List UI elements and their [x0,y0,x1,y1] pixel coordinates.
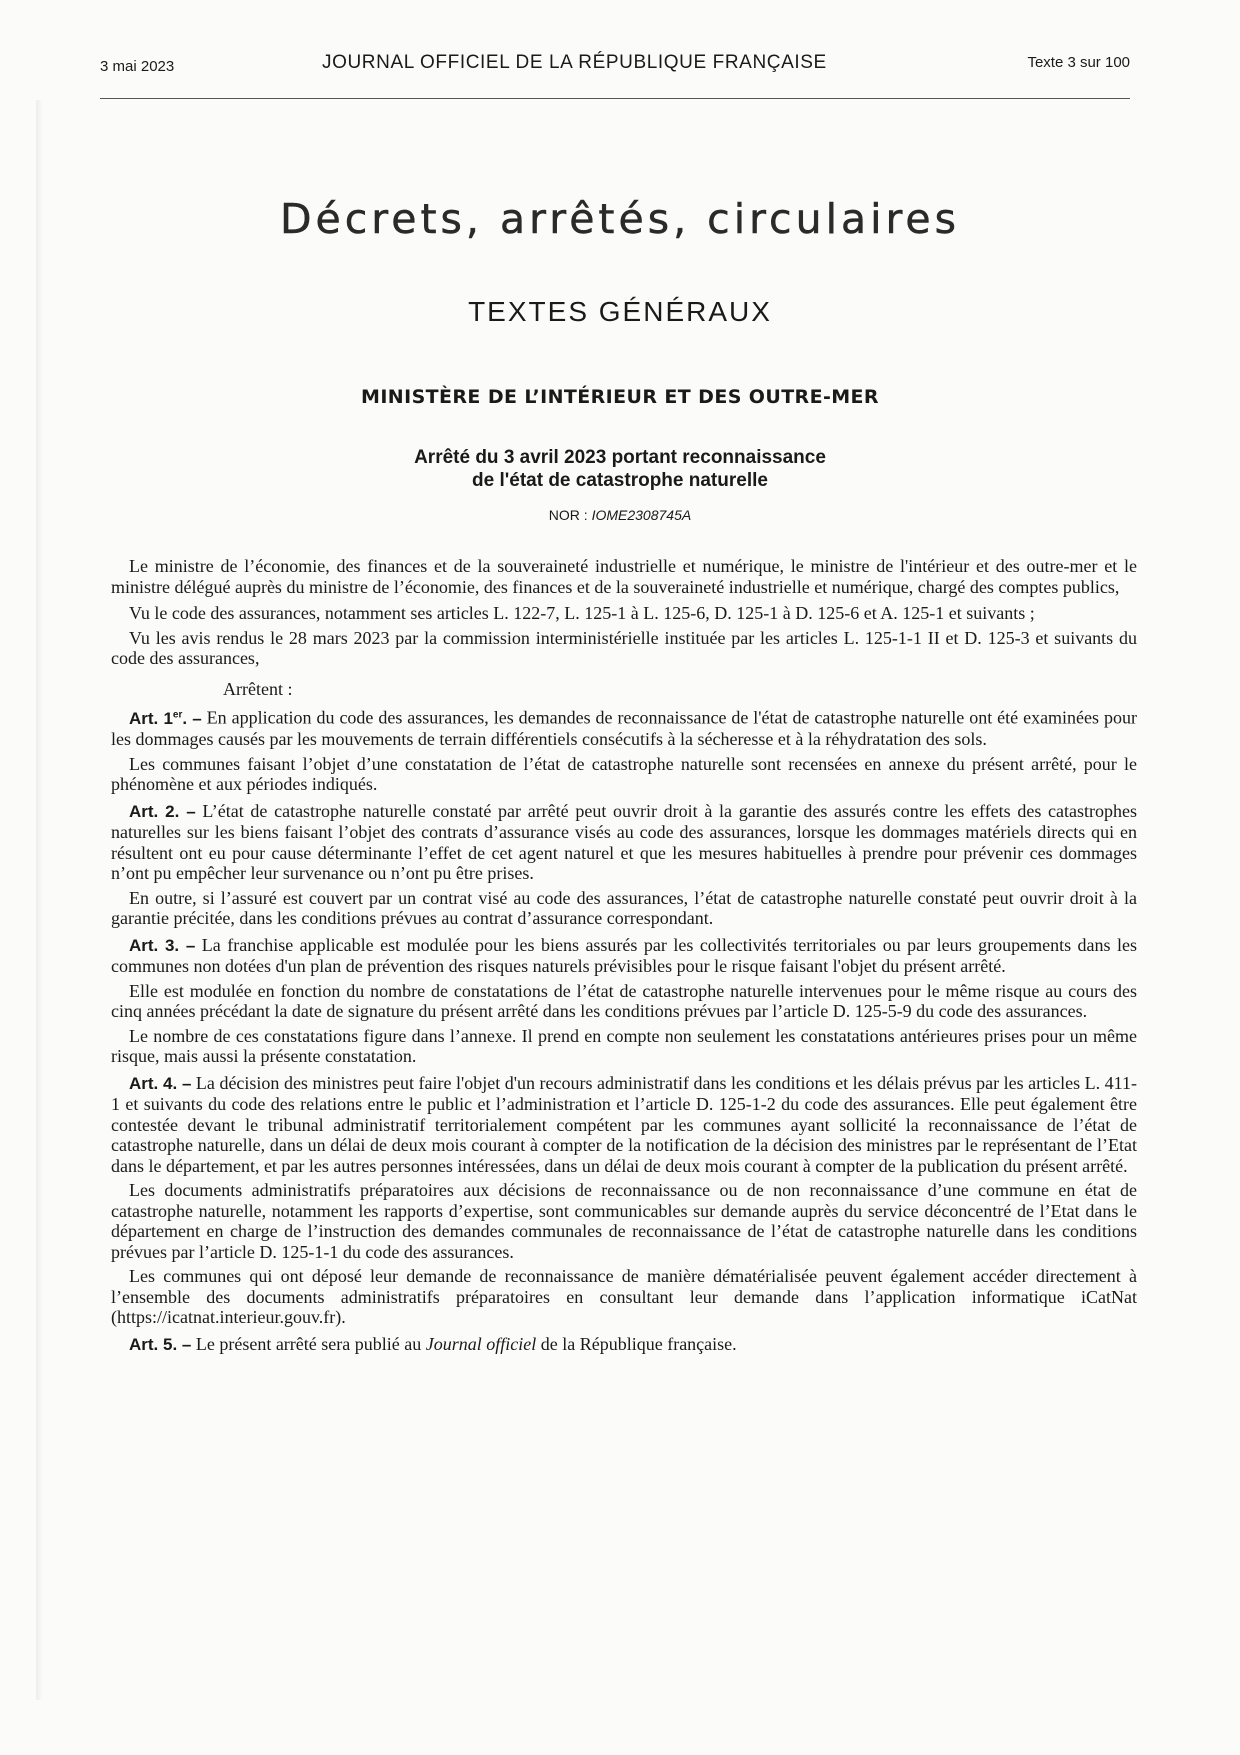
page-header [100,52,1130,78]
arretent: Arrêtent : [223,678,293,699]
ministry-heading: MINISTÈRE DE L’INTÉRIEUR ET DES OUTRE-MER [361,386,879,408]
journal-officiel-italic: Journal officiel [425,1333,537,1354]
article-5-label: Art. 5. – [129,1334,192,1354]
article-1 [111,705,1137,750]
article-5 [111,1334,1137,1356]
article-4 [111,1073,1137,1177]
journal-title: JOURNAL OFFICIEL DE LA RÉPUBLIQUE FRANÇAISE [322,52,827,73]
preamble-visa-avis: Vu les avis rendus le 28 mars 2023 par la commission interministérielle instituée par les articles L. 125-1-1 II et D. 125-3 et suivants du code des assurances, [111,627,1137,668]
article-2-paragraph-2: En outre, si l’assuré est couvert par un contrat visé au code des assurances, l’état de catastrophe naturelle constaté peut ouvrir droit à la garantie précitée, dans les conditions prévues au contrat d’assurance correspondant. [111,887,1137,929]
article-1-label-end: . – [182,708,202,728]
preamble-ministers: Le ministre de l’économie, des finances et de la souveraineté industrielle et numérique, le ministre de l'intérieur et des outre-mer et le ministre délégué auprès du ministre de l’économie, des finances et de la souveraineté industrielle et numérique, chargé des comptes publics, [111,556,1137,597]
article-1-paragraph-2: Les communes faisant l’objet d’une constatation de l’état de catastrophe naturelle sont recensées en annexe du présent arrêté, pour le phénomène et aux périodes indiqués. [111,753,1137,795]
article-5-text-before: Le présent arrêté sera publié au [191,1333,426,1354]
text-number: Texte 3 sur 100 [1027,54,1130,71]
article-2-text: L’état de catastrophe naturelle constaté par arrêté peut ouvrir droit à la garantie des assurés contre les effets des catastrophes naturelles sur les biens faisant l’objet des contrats d’assurance visés au code des assurances, lorsque les dommages matériels directs qui en résultent ont eu pour cause déterminante l’effet de cet agent naturel et que les mesures habituelles à prendre pour prévenir ces dommages n’ont pu empêcher leur survenance ou n’ont pu être prises. [111,800,1138,884]
article-1-label-main: Art. 1 [129,708,173,728]
article-1-label [129,709,202,728]
decree-title-line-1: Arrêté du 3 avril 2023 portant reconnaissance [414,447,826,468]
nor-code: IOME2308745A [591,507,692,523]
subsection-title: TEXTES GÉNÉRAUX [468,296,772,327]
preamble-visa-code: Vu le code des assurances, notamment ses articles L. 122-7, L. 125-1 à L. 125-6, D. 125-1 à D. 125-6 et A. 125-1 et suivants ; [129,603,1035,623]
article-4-paragraph-3: Les communes qui ont déposé leur demande de reconnaissance de manière dématérialisée peuvent également accéder directement à l’ensemble des documents administratifs préparatoires en consultant leur demande dans l’application informatique iCatNat (https://icatnat.interieur.gouv.fr). [111,1266,1137,1328]
article-4-label: Art. 4. – [129,1073,192,1093]
article-1-label-sup: er [172,709,183,720]
scan-edge [36,100,42,1700]
decree-title [0,446,1240,492]
decree-body [111,556,1137,1359]
article-2 [111,801,1137,884]
article-3-text: La franchise applicable est modulée pour les biens assurés par les collectivités territoriales ou par leurs groupements dans les communes non dotées d'un plan de prévention des risques naturels prévisibles pour le risque faisant l'objet du présent arrêté. [111,934,1138,977]
article-3-label: Art. 3. – [129,935,196,955]
section-title: Décrets, arrêtés, circulaires [279,195,961,243]
decree-title-line-2: de l'état de catastrophe naturelle [472,470,768,491]
nor-label: NOR : [548,507,592,523]
publication-date: 3 mai 2023 [100,58,175,75]
article-3-paragraph-3: Le nombre de ces constatations figure dans l’annexe. Il prend en compte non seulement les constatations antérieures prises pour un même risque, mais aussi la présente constatation. [111,1025,1137,1067]
article-3-paragraph-2: Elle est modulée en fonction du nombre de constatations de l’état de catastrophe naturelle intervenues pour le même risque au cours des cinq années précédant la date de signature du présent arrêté dans les conditions prévues par l’article D. 125-5-9 du code des assurances. [111,980,1137,1022]
article-2-label: Art. 2. – [129,801,196,821]
header-divider [100,98,1130,99]
article-1-text: En application du code des assurances, les demandes de reconnaissance de l'état de catastrophe naturelle ont été examinées pour les dommages causés par les mouvements de terrain différentiels consécutifs à la sécheresse et à la réhydratation des sols. [111,707,1137,750]
article-4-text: La décision des ministres peut faire l'objet d'un recours administratif dans les conditions et les délais prévus par les articles L. 411-1 et suivants du code des relations entre le public et l’administration et l’article D. 125-1-2 du code des assurances. Elle peut également être contestée devant le tribunal administratif territorialement compétent par les communes ayant sollicité la reconnaissance de l’état de catastrophe naturelle, dans un délai de deux mois courant à compter de la notification de la décision des ministres par le représentant de l’Etat dans le département, et par les autres personnes intéressées, dans un délai de deux mois courant à compter de la publication du présent arrêté. [111,1072,1137,1176]
article-3 [111,935,1137,977]
nor-reference [0,507,1240,523]
article-4-paragraph-2: Les documents administratifs préparatoires aux décisions de reconnaissance ou de non reconnaissance d’une commune en état de catastrophe naturelle, notamment les rapports d’expertise, sont communicables sur demande auprès du service déconcentré de l’Etat dans le département en charge de l’instruction des demandes communales de reconnaissance de l’état de catastrophe naturelle dans les conditions prévues par l’article D. 125-1-1 du code des assurances. [111,1180,1137,1262]
article-5-text-after: de la République française. [536,1333,737,1354]
